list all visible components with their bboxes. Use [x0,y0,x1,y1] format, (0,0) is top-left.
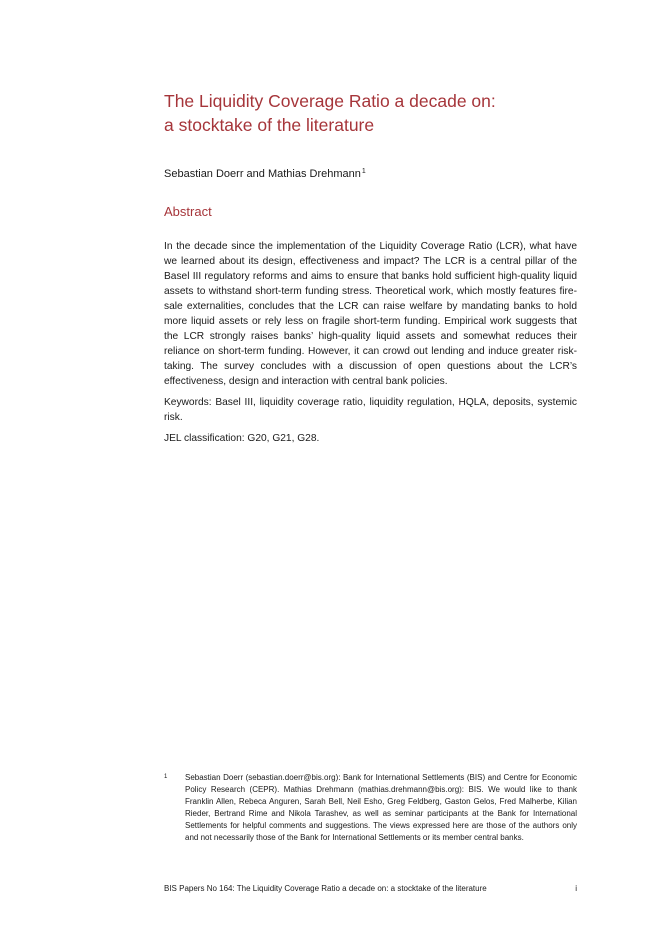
keywords-line: Keywords: Basel III, liquidity coverage ratio, liquidity regulation, HQLA, deposits, systemic risk. [164,397,577,423]
abstract-paragraph: In the decade since the implementation of the Liquidity Coverage Ratio (LCR), what have we learned about its design, effectiveness and impact? The LCR is a central pillar of the Basel III regulatory reforms and aims to ensure that banks hold sufficient high-quality liquid assets to withstand short-term funding stress. Theoretical work, which mostly features fire-sale externalities, concludes that the LCR can raise welfare by mandating banks to hold more liquid assets or rely less on fragile short-term funding. Empirical work suggests that the LCR strongly raises banks’ high-quality liquid assets and somewhat reduces their reliance on short-term funding. However, it can crowd out lending and induce greater risk-taking. The survey concludes with a discussion of open questions about the LCR’s effectiveness, design and interaction with central bank policies. [164,241,577,387]
footnote-marker: 1 [164,774,168,780]
footnote [164,772,577,845]
footnote-text: Sebastian Doerr (sebastian.doerr@bis.org): Bank for International Settlements (BIS) and Centre for Economic Policy Research (CEPR). Mathias Drehmann (mathias.drehmann@bis.org): BIS. We would like to thank Franklin Allen, Rebeca Anguren, Sarah Bell, Neil Esho, Greg Feldberg, Gaston Gelos, Fred Malherbe, Kilian Rieder, Bertrand Rime and Nikola Tarashev, as well as seminar participants at the Bank for International Settlements for helpful comments and suggestions. The views expressed here are those of the authors only and not necessarily those of the Bank for International Settlements or its member central banks. [185,773,577,843]
author-line [164,167,366,181]
abstract-body [164,239,577,452]
footer-running-title: BIS Papers No 164: The Liquidity Coverage Ratio a decade on: a stocktake of the literature [164,884,487,893]
jel-classification-line: JEL classification: G20, G21, G28. [164,433,320,444]
abstract-heading: Abstract [164,204,212,219]
paper-title [164,89,584,137]
author-names: Sebastian Doerr and Mathias Drehmann [164,168,361,180]
paper-title-line-1: The Liquidity Coverage Ratio a decade on: [164,91,496,111]
paper-title-line-2: a stocktake of the literature [164,115,375,135]
footer-page-number: i [575,884,577,893]
page-footer [164,883,577,894]
author-footnote-marker[interactable]: 1 [361,168,366,175]
